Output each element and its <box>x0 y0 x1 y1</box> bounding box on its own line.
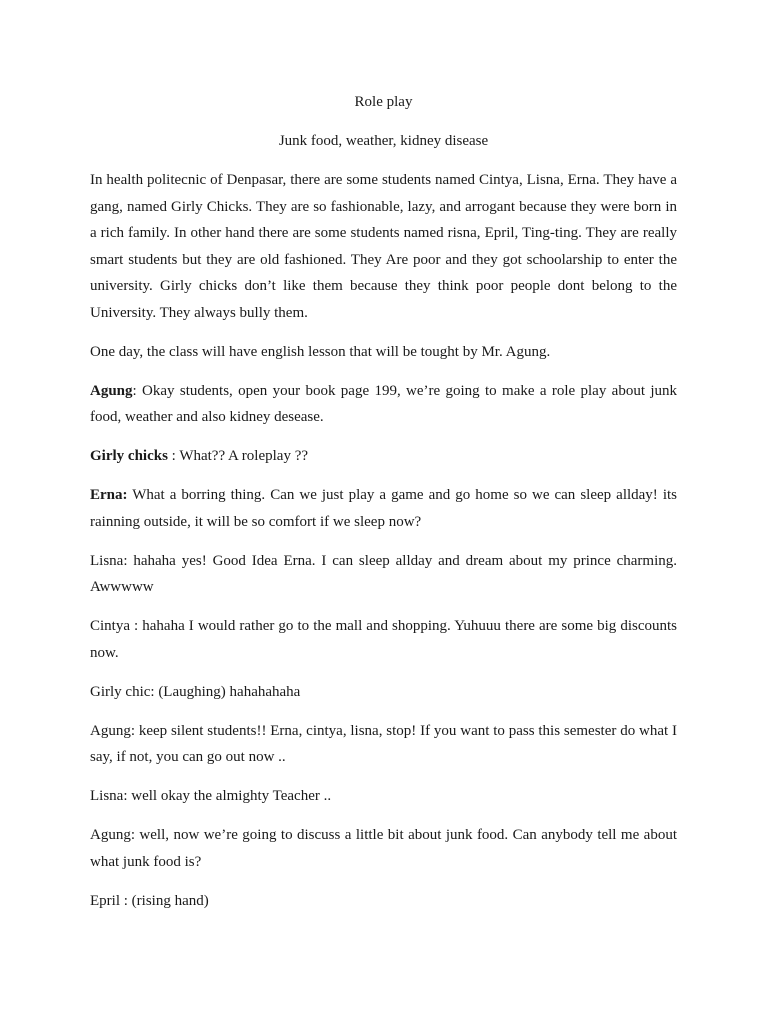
dialogue-text: What a borring thing. Can we just play a game and go home so we can sleep allday! its rainning outside, it will be so comfort if we sleep now? <box>90 487 677 530</box>
dialogue-lisna-2: Lisna: well okay the almighty Teacher .. <box>90 788 332 804</box>
dialogue-text: : What?? A roleplay ?? <box>167 448 309 464</box>
intro-paragraph: In health politecnic of Denpasar, there are some students named Cintya, Lisna, Erna. They have a gang, named Girly Chicks. They are so fashionable, lazy, and arrogant because they were born in a rich family. In other hand there are some students named risna, Epril, Ting-ting. They are really smart students but they are old fashioned. They Are poor and they got schoolarship to enter the university. Girly chicks don’t like them because they think poor people dont belong to the University. They always bully them. <box>90 172 677 321</box>
dialogue-agung-2: Agung: keep silent students!! Erna, cintya, lisna, stop! If you want to pass this semester do what I say, if not, you can go out now .. <box>90 722 677 765</box>
speaker-name: Girly chicks <box>90 448 168 464</box>
dialogue-agung-3: Agung: well, now we’re going to discuss a little bit about junk food. Can anybody tell me about what junk food is? <box>90 827 677 870</box>
dialogue-epril: Epril : (rising hand) <box>90 892 209 909</box>
document-subtitle: Junk food, weather, kidney disease <box>278 133 489 149</box>
document-title: Role play <box>354 94 413 110</box>
speaker-name: Agung <box>90 382 133 399</box>
dialogue-text: : Okay students, open your book page 199, we’re going to make a role play about junk food, weather and also kidney desease. <box>90 382 677 425</box>
speaker-name: Erna: <box>90 487 128 503</box>
narration-paragraph: One day, the class will have english lesson that will be tought by Mr. Agung. <box>90 343 551 360</box>
dialogue-agung-1 <box>90 378 677 431</box>
dialogue-girly-chicks <box>90 443 677 470</box>
dialogue-erna <box>90 482 677 535</box>
dialogue-girly-chic: Girly chic: (Laughing) hahahahaha <box>90 683 301 700</box>
document-content <box>90 89 677 927</box>
dialogue-lisna-1: Lisna: hahaha yes! Good Idea Erna. I can sleep allday and dream about my prince charming. Awwwww <box>90 552 677 595</box>
dialogue-cintya: Cintya : hahaha I would rather go to the mall and shopping. Yuhuuu there are some big discounts now. <box>90 618 677 661</box>
